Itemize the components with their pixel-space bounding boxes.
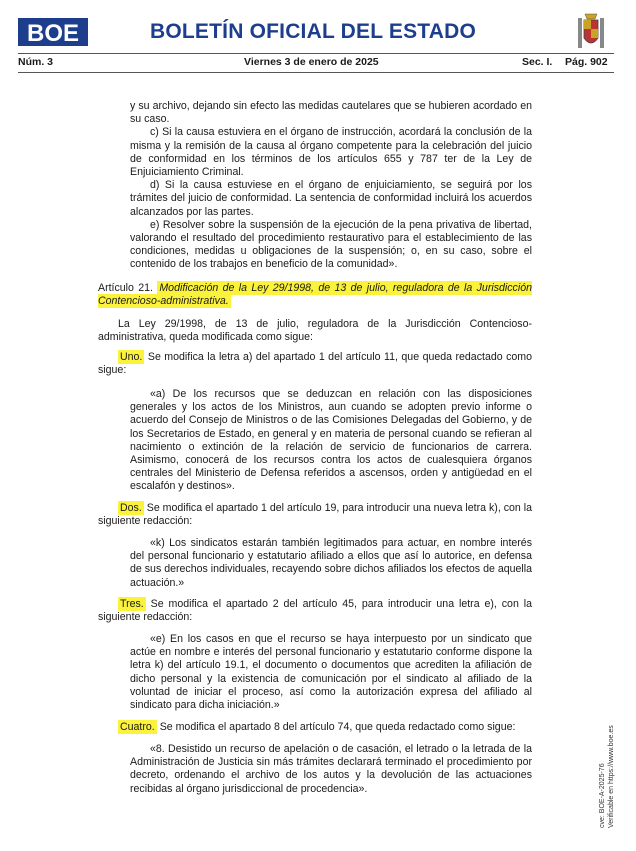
quoted-text: «a) De los recursos que se deduzcan en relación con las disposiciones generales y los actos de los Ministros, aun cuando se adopten previo informe o acuerdo del Consejo de Ministros o de las Comisiones Delegadas del Gobierno, y de los Secretarios de Estado, en general y en materia de personal cuando se refieran al nacimiento o extinción de la relación de servicio de funcionarios de carrera. Asimismo, conocerá de los recursos contra los actos de cualesquiera órganos centrales del Ministerio de Defensa referidos a ascensos, orden y antigüedad en el escalafón y destinos».	[130, 388, 532, 493]
continued-text-block	[98, 100, 532, 272]
article-label: Artículo 21.	[98, 282, 153, 294]
page-title: BOLETÍN OFICIAL DEL ESTADO	[150, 20, 477, 43]
quoted-text: «8. Desistido un recurso de apelación o de casación, el letrado o la letrada de la Administración de Justicia sin más trámites declarará terminado el procedimiento por decreto, ordenando el archivo de los autos y la devolución de las actuaciones recibidas al órgano jurisdiccional de procedencia».	[130, 743, 532, 795]
section-dos	[98, 502, 532, 528]
page-number: Pág. 902	[565, 56, 608, 68]
coat-of-arms-icon	[574, 12, 608, 54]
item-label: Cuatro.	[120, 721, 155, 733]
item-label: Tres.	[120, 598, 144, 610]
section-tres	[98, 598, 532, 624]
header-rule-bottom	[18, 72, 614, 73]
header-rule-top	[18, 53, 614, 54]
section-cuatro	[98, 721, 532, 734]
item-label: Uno.	[120, 351, 143, 363]
issue-date: Viernes 3 de enero de 2025	[244, 56, 379, 68]
paragraph: e) Resolver sobre la suspensión de la ejecución de la pena privativa de libertad, valorando el resultado del procedimiento restaurativo para el establecimiento de las condiciones, medidas u obligaciones de la suspensión; o, en su caso, sobre el contenido de los trabajos en beneficio de la comunidad».	[130, 218, 532, 271]
svg-text:BOE: BOE	[26, 20, 80, 47]
section-uno	[98, 351, 532, 377]
article-heading	[98, 282, 532, 308]
intro-paragraph-block	[98, 318, 532, 344]
article-title: Modificación de la Ley 29/1998, de 13 de julio, reguladora de la Jurisdicción Contencioso-administrativa.	[98, 282, 532, 308]
item-text: Se modifica el apartado 1 del artículo 19, para introducir una nueva letra k), con la siguiente redacción:	[98, 502, 532, 528]
cve-code: cve: BOE-A-2025-76	[599, 763, 606, 828]
paragraph: La Ley 29/1998, de 13 de julio, reguladora de la Jurisdicción Contencioso-administrativa, queda modificada como sigue:	[98, 318, 532, 344]
paragraph: c) Si la causa estuviera en el órgano de instrucción, acordará la conclusión de la misma y la remisión de la causa al órgano competente para la celebración del juicio de conformidad en los términos de los artículos 655 y 787 ter de la Ley de Enjuiciamiento Criminal.	[130, 126, 532, 179]
quoted-text: «k) Los sindicatos estarán también legitimados para actuar, en nombre interés del personal funcionario y estatutario afiliado a ellos que así lo autorice, en defensa de sus derechos individuales, recayendo sobre dichos afiliados los efectos de aquella actuación.»	[130, 537, 532, 589]
paragraph: d) Si la causa estuviese en el órgano de enjuiciamiento, se seguirá por los trámites del juicio de conformidad. La sentencia de conformidad incluirá los acuerdos alcanzados por las partes.	[130, 179, 532, 218]
section-label: Sec. I.	[522, 56, 553, 68]
boe-logo	[18, 16, 88, 48]
issue-number: Núm. 3	[18, 56, 54, 68]
verify-link[interactable]: Verificable en https://www.boe.es	[608, 725, 615, 828]
paragraph: y su archivo, dejando sin efecto las medidas cautelares que se hubieren acordado en su caso.	[130, 100, 532, 126]
item-label: Dos.	[120, 502, 142, 514]
quoted-text: «e) En los casos en que el recurso se haya interpuesto por un sindicato que actúe en nombre e interés del personal funcionario y estatutario conforme dispone la letra k) del artículo 19.1, el documento o documentos que acrediten la afiliación de dicho personal y la existencia de comunicación por el sindicato al afiliado de la voluntad de iniciar el proceso, así como la autorización expresa del afiliado al sindicato para dicha iniciación.»	[130, 633, 532, 712]
item-text: Se modifica la letra a) del apartado 1 del artículo 11, que queda redactado como sigue:	[98, 351, 532, 377]
item-text: Se modifica el apartado 8 del artículo 74, que queda redactado como sigue:	[159, 721, 516, 733]
item-text: Se modifica el apartado 2 del artículo 45, para introducir una letra e), con la siguiente redacción:	[98, 598, 532, 624]
verification-note	[598, 708, 628, 828]
